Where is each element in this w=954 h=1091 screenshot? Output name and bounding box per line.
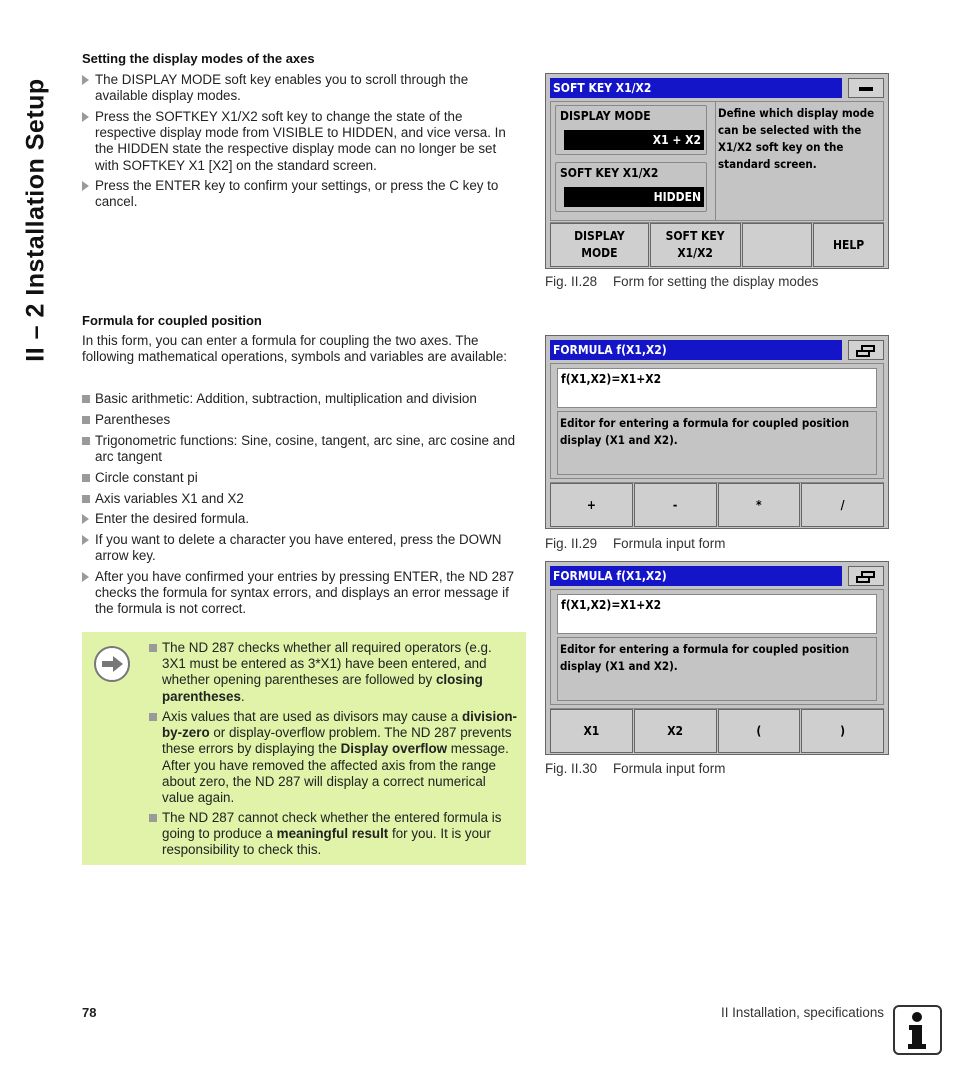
softkey-empty[interactable] (742, 223, 813, 267)
help-text: Define which display mode can be selected with the X1/X2 soft key on the standard screen. (715, 102, 881, 220)
chapter-sidebar (6, 50, 66, 390)
square-bullet-icon (82, 395, 90, 403)
triangle-bullet-icon (82, 535, 89, 545)
triangle-bullet-icon (82, 572, 89, 582)
softkey-bar (550, 482, 884, 527)
softkey-group (555, 162, 707, 212)
display-mode-label: DISPLAY MODE (560, 109, 651, 123)
footer-section-name: II Installation, specifications (720, 1005, 884, 1020)
figure-caption: Fig. II.29 Formula input form (545, 536, 726, 551)
square-bullet-icon (82, 437, 90, 445)
figure-caption: Fig. II.30 Formula input form (545, 761, 726, 776)
step-item: The DISPLAY MODE soft key enables you to scroll through the available display modes. (95, 72, 521, 104)
form-area (550, 101, 884, 221)
list-item: Basic arithmetic: Addition, subtraction, multiplication and division (95, 391, 525, 407)
section-heading: Setting the display modes of the axes (82, 51, 315, 66)
section-intro: In this form, you can enter a formula for coupling the two axes. The following mathematical operations, symbols and variables are available: (82, 333, 508, 365)
softkey-help[interactable]: HELP (813, 223, 884, 267)
form-area (550, 363, 884, 479)
note-item: Axis values that are used as divisors may cause a division-by-zero or display-overflow problem. The ND 287 prevents these errors by displaying the Display overflow message. After you have removed the affected axis from the range about zero, the ND 287 will display a correct numerical value again. (162, 709, 518, 806)
square-bullet-icon (149, 713, 157, 721)
window-icon (848, 566, 884, 586)
square-bullet-icon (82, 474, 90, 482)
arrow-right-icon (94, 646, 130, 682)
step-item: Press the SOFTKEY X1/X2 soft key to change the state of the respective display mode from VISIBLE to HIDDEN, and vice versa. In the HIDDEN state the respective display mode can no longer be set with SOFTKEY X1 [X2] on the standard screen. (95, 109, 523, 174)
softkey-value[interactable]: HIDDEN (564, 187, 704, 207)
softkey-bar (550, 708, 884, 753)
window-icon (848, 340, 884, 360)
triangle-bullet-icon (82, 112, 89, 122)
list-item: Circle constant pi (95, 470, 525, 486)
form-area (550, 589, 884, 705)
step-item: Enter the desired formula. (95, 511, 525, 527)
help-text: Editor for entering a formula for coupled position display (X1 and X2). (557, 637, 877, 701)
square-bullet-icon (149, 644, 157, 652)
note-item: The ND 287 checks whether all required operators (e.g. 3X1 must be entered as 3*X1) have been entered, and whether opening parentheses are followed by closing parentheses. (162, 640, 518, 705)
softkey-bar (550, 222, 884, 267)
formula-screen-operators (545, 335, 889, 529)
square-bullet-icon (149, 814, 157, 822)
display-mode-group (555, 105, 707, 155)
formula-input[interactable]: f(X1,X2)=X1+X2 (557, 594, 877, 634)
list-item: Axis variables X1 and X2 (95, 491, 525, 507)
display-mode-value[interactable]: X1 + X2 (564, 130, 704, 150)
square-bullet-icon (82, 416, 90, 424)
formula-screen-variables (545, 561, 889, 755)
softkey-multiply[interactable]: * (718, 483, 801, 527)
triangle-bullet-icon (82, 75, 89, 85)
step-item: After you have confirmed your entries by pressing ENTER, the ND 287 checks the formula for syntax errors, and displays an error message if the formula is not correct. (95, 569, 525, 618)
softkey-divide[interactable]: / (801, 483, 884, 527)
display-mode-screen (545, 73, 889, 269)
softkey-close-paren[interactable]: ) (801, 709, 884, 753)
softkey-minus[interactable]: - (634, 483, 717, 527)
softkey-x2[interactable]: X2 (634, 709, 717, 753)
softkey-label: SOFT KEY X1/X2 (560, 166, 659, 180)
figure-caption: Fig. II.28 Form for setting the display modes (545, 274, 819, 289)
square-bullet-icon (82, 495, 90, 503)
softkey-x1[interactable]: X1 (550, 709, 633, 753)
softkey-plus[interactable]: + (550, 483, 633, 527)
softkey-open-paren[interactable]: ( (718, 709, 801, 753)
softkey-display-mode[interactable]: DISPLAY MODE (550, 223, 649, 267)
list-item: Parentheses (95, 412, 525, 428)
list-item: Trigonometric functions: Sine, cosine, tangent, arc sine, arc cosine and arc tangent (95, 433, 525, 465)
help-text: Editor for entering a formula for coupled position display (X1 and X2). (557, 411, 877, 475)
screen-title: SOFT KEY X1/X2 (550, 78, 842, 98)
triangle-bullet-icon (82, 181, 89, 191)
section-heading: Formula for coupled position (82, 313, 262, 328)
info-icon (893, 1005, 942, 1055)
note-item: The ND 287 cannot check whether the entered formula is going to produce a meaningful result for you. It is your responsibility to check this. (162, 810, 518, 859)
minimize-icon (848, 78, 884, 98)
triangle-bullet-icon (82, 514, 89, 524)
formula-input[interactable]: f(X1,X2)=X1+X2 (557, 368, 877, 408)
page-number: 78 (82, 1005, 97, 1020)
step-item: Press the ENTER key to confirm your settings, or press the C key to cancel. (95, 178, 525, 210)
softkey-soft-key-x1x2[interactable]: SOFT KEY X1/X2 (650, 223, 741, 267)
screen-title: FORMULA f(X1,X2) (550, 340, 842, 360)
step-item: If you want to delete a character you have entered, press the DOWN arrow key. (95, 532, 525, 564)
chapter-title: II – 2 Installation Setup (21, 78, 50, 362)
screen-title: FORMULA f(X1,X2) (550, 566, 842, 586)
